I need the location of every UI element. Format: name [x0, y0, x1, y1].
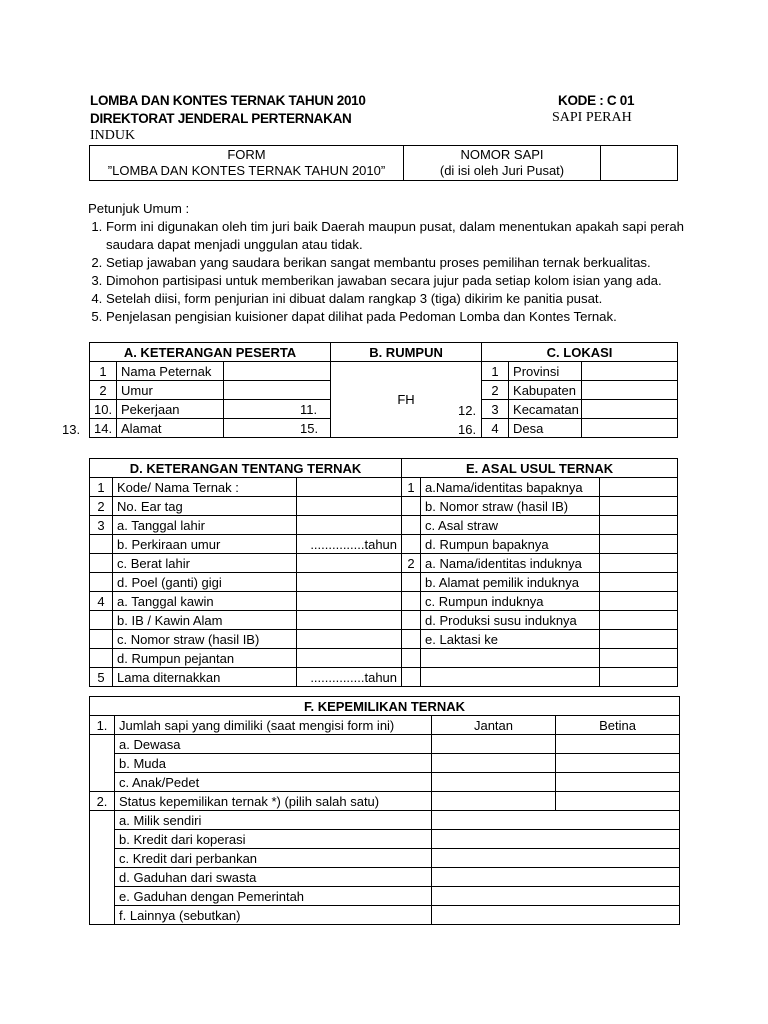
header-title-1: LOMBA DAN KONTES TERNAK TAHUN 2010 [90, 93, 366, 108]
section-a-header: A. KETERANGAN PESERTA [90, 343, 331, 362]
option-label: a. Dewasa [115, 735, 432, 754]
kabupaten-field[interactable] [582, 381, 678, 400]
option-label: a. Milik sendiri [115, 811, 432, 830]
table-row [90, 497, 678, 516]
value-field[interactable] [297, 592, 402, 611]
value-field[interactable] [297, 611, 402, 630]
question-label: Status kepemilikan ternak *) (pilih salah satu) [115, 792, 432, 811]
question-label: Jumlah sapi yang dimiliki (saat mengisi form ini) [115, 716, 432, 735]
value-field[interactable] [600, 554, 678, 573]
jantan-field[interactable] [432, 773, 556, 792]
row-number [402, 516, 421, 535]
row-number: 5 [90, 668, 113, 687]
animal-info-table [89, 458, 678, 687]
table-row [90, 573, 678, 592]
value-field[interactable] [297, 573, 402, 592]
margin-number-12: 12. [458, 403, 477, 418]
table-row [90, 668, 678, 687]
row-number [402, 535, 421, 554]
provinsi-field[interactable] [582, 362, 678, 381]
value-field[interactable] [600, 668, 678, 687]
value-field[interactable] [600, 630, 678, 649]
col-jantan: Jantan [432, 716, 556, 735]
row-number [90, 554, 113, 573]
jantan-field[interactable] [432, 735, 556, 754]
section-d-header: D. KETERANGAN TENTANG TERNAK [90, 459, 402, 478]
form-name-cell [90, 146, 404, 181]
field-label: d. Poel (ganti) gigi [113, 573, 297, 592]
rumpun-value: FH [397, 392, 415, 407]
betina-field[interactable] [556, 773, 680, 792]
section-c-header: C. LOKASI [482, 343, 678, 362]
form-subtitle: SAPI PERAH [552, 110, 632, 125]
form-label: FORM [227, 147, 266, 162]
instructions [88, 200, 684, 326]
row-number: 10. [90, 400, 117, 419]
form-header-box [89, 145, 678, 181]
field-label: Nama Peternak [117, 362, 224, 381]
row-number: 4 [482, 419, 509, 438]
blank-cell [432, 792, 556, 811]
blank-number-cell [90, 811, 115, 925]
field-label [421, 649, 600, 668]
field-label: b. Perkiraan umur [113, 535, 297, 554]
nama-peternak-field[interactable] [224, 362, 331, 381]
nomor-sapi-note: (di isi oleh Juri Pusat) [439, 163, 565, 178]
instruction-item: 4. Setelah diisi, form penjurian ini dibuat dalam rangkap 3 (tiga) dikirim ke panitia pusat. [106, 290, 684, 308]
row-number: 1 [402, 478, 421, 497]
section-b-header: B. RUMPUN [331, 343, 482, 362]
field-label [421, 668, 600, 687]
value-field[interactable] [600, 535, 678, 554]
table-row [90, 478, 678, 497]
instructions-heading: Petunjuk Umum : [88, 201, 190, 216]
table-row [90, 535, 678, 554]
question-number: 1. [90, 716, 115, 735]
form-code: KODE : C 01 [558, 93, 635, 108]
option-label: f. Lainnya (sebutkan) [115, 906, 432, 925]
field-label: Kode/ Nama Ternak : [113, 478, 297, 497]
option-label: c. Kredit dari perbankan [115, 849, 432, 868]
row-number: 1 [482, 362, 509, 381]
table-row [90, 516, 678, 535]
row-number [402, 630, 421, 649]
umur-field[interactable] [224, 381, 331, 400]
margin-number: 15. [300, 420, 319, 436]
field-label: a. Nama/identitas induknya [421, 554, 600, 573]
table-row [90, 630, 678, 649]
status-field[interactable] [432, 849, 680, 868]
field-label: Kecamatan [509, 400, 582, 419]
row-number [90, 535, 113, 554]
instruction-item: 1. Form ini digunakan oleh tim juri baik Daerah maupun pusat, dalam menentukan apakah sapi perah saudara dapat menjadi unggulan atau tidak. [106, 218, 684, 254]
row-number: 4 [90, 592, 113, 611]
row-number [402, 649, 421, 668]
row-number: 1 [90, 362, 117, 381]
header-title-2: DIREKTORAT JENDERAL PERTERNAKAN [90, 111, 352, 126]
option-label: d. Gaduhan dari swasta [115, 868, 432, 887]
field-label: a. Tanggal kawin [113, 592, 297, 611]
value-field[interactable] [600, 649, 678, 668]
col-betina: Betina [556, 716, 680, 735]
value-field[interactable] [297, 630, 402, 649]
ownership-table [89, 696, 680, 925]
field-label: Pekerjaan [117, 400, 224, 419]
desa-field[interactable] [582, 419, 678, 438]
field-label: Desa [509, 419, 582, 438]
field-label: a.Nama/identitas bapaknya [421, 478, 600, 497]
question-number: 2. [90, 792, 115, 811]
value-field[interactable] [600, 573, 678, 592]
field-label: b. Nomor straw (hasil IB) [421, 497, 600, 516]
row-number: 3 [90, 516, 113, 535]
row-number [402, 611, 421, 630]
value-field[interactable] [600, 611, 678, 630]
row-number [90, 649, 113, 668]
instruction-item: 3. Dimohon partisipasi untuk memberikan jawaban secara jujur pada setiap kolom isian yang ada. [106, 272, 684, 290]
value-field[interactable] [600, 478, 678, 497]
table-row [90, 611, 678, 630]
field-label: c. Rumpun induknya [421, 592, 600, 611]
field-label: d. Produksi susu induknya [421, 611, 600, 630]
row-number [402, 573, 421, 592]
value-field[interactable] [297, 649, 402, 668]
value-field[interactable] [600, 516, 678, 535]
row-number: 2 [482, 381, 509, 400]
instruction-item: 5. Penjelasan pengisian kuisioner dapat dilihat pada Pedoman Lomba dan Kontes Ternak. [106, 308, 684, 326]
status-field[interactable] [432, 906, 680, 925]
table-row [90, 554, 678, 573]
row-number [90, 573, 113, 592]
field-label: No. Ear tag [113, 497, 297, 516]
table-row [90, 649, 678, 668]
row-number: 2 [90, 497, 113, 516]
betina-field[interactable] [556, 754, 680, 773]
field-label: e. Laktasi ke [421, 630, 600, 649]
field-label: c. Berat lahir [113, 554, 297, 573]
row-number: 2 [402, 554, 421, 573]
kecamatan-field[interactable] [582, 400, 678, 419]
option-label: b. Kredit dari koperasi [115, 830, 432, 849]
option-label: b. Muda [115, 754, 432, 773]
value-field[interactable] [297, 478, 402, 497]
field-label: Provinsi [509, 362, 582, 381]
value-field[interactable] [297, 554, 402, 573]
field-label: a. Tanggal lahir [113, 516, 297, 535]
field-label: Lama diternakkan [113, 668, 297, 687]
field-label: b. Alamat pemilik induknya [421, 573, 600, 592]
status-field[interactable] [432, 811, 680, 830]
field-label: d. Rumpun pejantan [113, 649, 297, 668]
field-label: Alamat [117, 419, 224, 438]
section-f-header: F. KEPEMILIKAN TERNAK [90, 697, 680, 716]
pekerjaan-field[interactable] [224, 400, 331, 419]
nomor-sapi-field[interactable] [601, 146, 678, 181]
value-field[interactable] [297, 497, 402, 516]
field-label: c. Nomor straw (hasil IB) [113, 630, 297, 649]
section-e-header: E. ASAL USUL TERNAK [402, 459, 678, 478]
betina-field[interactable] [556, 735, 680, 754]
status-field[interactable] [432, 868, 680, 887]
field-label: Kabupaten [509, 381, 582, 400]
row-number: 2 [90, 381, 117, 400]
option-label: e. Gaduhan dengan Pemerintah [115, 887, 432, 906]
value-field[interactable] [297, 516, 402, 535]
row-number [402, 592, 421, 611]
status-field[interactable] [432, 887, 680, 906]
alamat-field[interactable] [224, 419, 331, 438]
status-field[interactable] [432, 830, 680, 849]
induk-label: INDUK [90, 128, 136, 143]
field-label: c. Asal straw [421, 516, 600, 535]
row-number [90, 630, 113, 649]
row-number: 3 [482, 400, 509, 419]
value-field[interactable]: ...............tahun [297, 535, 402, 554]
row-number: 1 [90, 478, 113, 497]
margin-number-16: 16. [458, 422, 477, 437]
field-label: d. Rumpun bapaknya [421, 535, 600, 554]
field-label: b. IB / Kawin Alam [113, 611, 297, 630]
row-number [402, 668, 421, 687]
margin-number-13: 13. [62, 422, 81, 437]
nomor-sapi-label: NOMOR SAPI [460, 147, 544, 162]
field-label: Umur [117, 381, 224, 400]
row-number [402, 497, 421, 516]
table-row [90, 592, 678, 611]
jantan-field[interactable] [432, 754, 556, 773]
value-field[interactable]: ...............tahun [297, 668, 402, 687]
blank-cell [556, 792, 680, 811]
instruction-item: 2. Setiap jawaban yang saudara berikan sangat membantu proses pemilihan ternak berkualitas. [106, 254, 684, 272]
margin-number: 11. [300, 401, 318, 417]
row-number [90, 611, 113, 630]
value-field[interactable] [600, 592, 678, 611]
participant-table [89, 342, 678, 438]
nomor-sapi-cell [404, 146, 601, 181]
option-label: c. Anak/Pedet [115, 773, 432, 792]
value-field[interactable] [600, 497, 678, 516]
row-number: 14. [90, 419, 117, 438]
blank-number-cell [90, 735, 115, 792]
form-name: ”LOMBA DAN KONTES TERNAK TAHUN 2010” [107, 163, 386, 178]
